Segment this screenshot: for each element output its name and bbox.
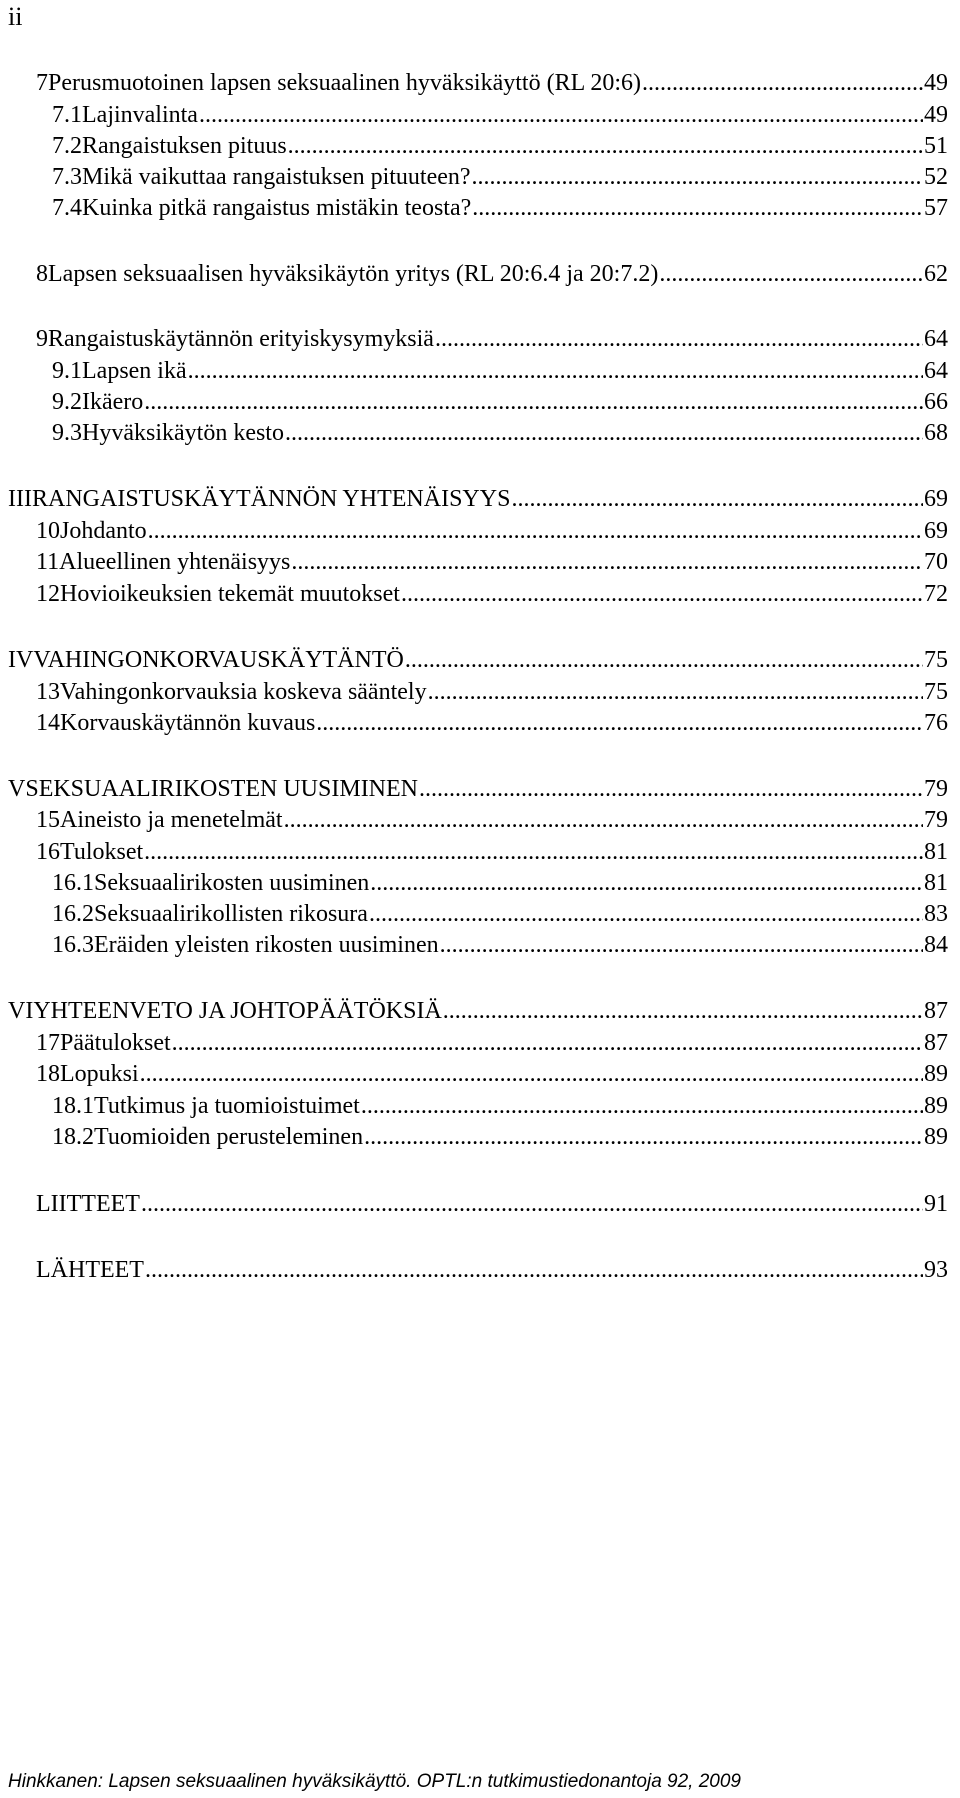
toc-entry-page: 89 (924, 1124, 948, 1150)
toc-entry-title: LIITTEET (36, 1191, 140, 1217)
toc-entry-number: 7 (36, 70, 48, 96)
toc-entry-number: 17 (36, 1030, 60, 1056)
toc-entry[interactable] (8, 484, 948, 514)
toc-entry-page: 72 (924, 581, 948, 607)
toc-entry-title: Lapsen seksuaalisen hyväksikäytön yritys (RL 20:6.4 ja 20:7.2) (48, 261, 659, 287)
toc-entry-title: Aineisto ja menetelmät (60, 807, 283, 833)
dot-leader (401, 579, 923, 609)
toc-entry-page: 66 (924, 389, 948, 415)
toc-entry[interactable] (52, 387, 948, 417)
toc-entry[interactable] (8, 645, 948, 675)
toc-entry[interactable] (36, 837, 948, 867)
toc-entry-page: 84 (924, 932, 948, 958)
toc-entry-page: 79 (924, 807, 948, 833)
toc-entry-title: Tulokset (60, 839, 144, 865)
toc-entry-page: 70 (924, 549, 948, 575)
toc-entry-page: 93 (924, 1257, 948, 1283)
toc-entry[interactable] (52, 899, 948, 929)
toc-entry[interactable] (36, 677, 948, 707)
toc-entry-page: 51 (924, 133, 948, 159)
dot-leader (443, 996, 923, 1026)
toc-entry-number: 16 (36, 839, 60, 865)
toc-entry-page: 68 (924, 420, 948, 446)
toc-entry-page: 69 (924, 486, 948, 512)
dot-leader (428, 677, 923, 707)
toc-entry-title: VAHINGONKORVAUSKÄYTÄNTÖ (33, 647, 404, 673)
dot-leader (642, 68, 923, 98)
toc-entry-number: III (8, 486, 32, 512)
toc-entry[interactable] (52, 162, 948, 192)
dot-leader (148, 516, 923, 546)
toc-entry-number: 7.3 (52, 164, 82, 190)
toc-entry-title: RANGAISTUSKÄYTÄNNÖN YHTENÄISYYS (31, 486, 511, 512)
toc-entry-number: 9.3 (52, 420, 82, 446)
toc-entry[interactable] (36, 1059, 948, 1089)
toc-entry[interactable] (52, 131, 948, 161)
toc-entry-number: 13 (36, 679, 60, 705)
dot-leader (145, 1255, 923, 1285)
toc-entry-number: 7.2 (52, 133, 82, 159)
toc-entry-title: Eräiden yleisten rikosten uusiminen (94, 932, 439, 958)
toc-entry-number: 18.2 (52, 1124, 94, 1150)
toc-entry[interactable] (52, 418, 948, 448)
dot-leader (405, 645, 923, 675)
dot-leader (285, 418, 923, 448)
toc-entry-page: 91 (924, 1191, 948, 1217)
toc-entry-page: 75 (924, 647, 948, 673)
dot-leader (370, 868, 923, 898)
toc-entry-number: 7.4 (52, 195, 82, 221)
toc-entry[interactable] (36, 516, 948, 546)
footer-citation: Hinkkanen: Lapsen seksuaalinen hyväksikäyttö. OPTL:n tutkimustiedonantoja 92, 2009 (8, 1771, 742, 1792)
toc-entry-page: 79 (924, 776, 948, 802)
toc-entry-title: Vahingonkorvauksia koskeva sääntely (60, 679, 427, 705)
toc-entry-number: 14 (36, 710, 60, 736)
toc-entry[interactable] (36, 708, 948, 738)
page-number: ii (8, 2, 23, 31)
dot-leader (440, 930, 923, 960)
toc-entry-page: 81 (924, 839, 948, 865)
toc-entry-page: 49 (924, 70, 948, 96)
toc-entry-title: Korvauskäytännön kuvaus (60, 710, 316, 736)
toc-entry[interactable] (36, 1189, 948, 1219)
toc-entry-page: 57 (924, 195, 948, 221)
toc-entry-number: 9 (36, 326, 48, 352)
toc-entry[interactable] (8, 774, 948, 804)
toc-entry-page: 64 (924, 358, 948, 384)
toc-entry-page: 83 (924, 901, 948, 927)
toc-entry[interactable] (36, 68, 948, 98)
dot-leader (144, 837, 923, 867)
toc-entry-number: 9.2 (52, 389, 82, 415)
toc-entry-number: 8 (36, 261, 48, 287)
dot-leader (511, 484, 923, 514)
toc-entry[interactable] (36, 547, 948, 577)
dot-leader (140, 1059, 923, 1089)
toc-entry-number: 9.1 (52, 358, 82, 384)
dot-leader (288, 131, 923, 161)
toc-entry-title: Lapsen ikä (82, 358, 187, 384)
toc-entry-number: 7.1 (52, 102, 82, 128)
toc-entry-page: 62 (924, 261, 948, 287)
toc-entry-page: 89 (924, 1093, 948, 1119)
toc-entry-number: IV (8, 647, 34, 673)
toc-entry[interactable] (36, 805, 948, 835)
toc-entry-title: Tutkimus ja tuomioistuimet (94, 1093, 360, 1119)
toc-entry-title: Johdanto (60, 518, 147, 544)
toc-entry-title: Alueellinen yhtenäisyys (59, 549, 291, 575)
toc-entry-number: 18.1 (52, 1093, 94, 1119)
toc-entry-title: Lajinvalinta (82, 102, 198, 128)
toc-entry-title: Ikäero (82, 389, 144, 415)
toc-entry-page: 81 (924, 870, 948, 896)
toc-entry-number: 11 (36, 549, 60, 575)
dot-leader (472, 162, 923, 192)
toc-entry[interactable] (52, 1091, 948, 1121)
dot-leader (291, 547, 923, 577)
toc-entry-page: 76 (924, 710, 948, 736)
dot-leader (141, 1189, 923, 1219)
toc-entry-title: Mikä vaikuttaa rangaistuksen pituuteen? (82, 164, 471, 190)
toc-entry-title: Seksuaalirikollisten rikosura (94, 901, 368, 927)
toc-entry-page: 49 (924, 102, 948, 128)
toc-entry-title: Perusmuotoinen lapsen seksuaalinen hyväksikäyttö (RL 20:6) (48, 70, 642, 96)
dot-leader (419, 774, 923, 804)
toc-entry-page: 87 (924, 1030, 948, 1056)
toc-entry-title: Rangaistuksen pituus (82, 133, 287, 159)
dot-leader (472, 193, 923, 223)
toc-entry[interactable] (8, 996, 948, 1026)
toc-entry-page: 75 (924, 679, 948, 705)
dot-leader (316, 708, 923, 738)
toc-entry-number: 15 (36, 807, 60, 833)
toc-entry-title: Tuomioiden perusteleminen (94, 1124, 364, 1150)
toc-entry-title: YHTEENVETO JA JOHTOPÄÄTÖKSIÄ (33, 998, 442, 1024)
toc-entry[interactable] (36, 579, 948, 609)
toc-entry-title: Hovioikeuksien tekemät muutokset (60, 581, 400, 607)
dot-leader (364, 1122, 923, 1152)
dot-leader (144, 387, 923, 417)
toc-entry-page: 52 (924, 164, 948, 190)
dot-leader (369, 899, 923, 929)
toc-entry[interactable] (52, 193, 948, 223)
toc-entry-number: V (8, 776, 26, 802)
toc-entry[interactable] (52, 930, 948, 960)
toc-entry-page: 89 (924, 1061, 948, 1087)
toc-entry-number: 18 (36, 1061, 60, 1087)
toc-entry-title: Hyväksikäytön kesto (82, 420, 284, 446)
dot-leader (435, 324, 923, 354)
toc-entry-title: Lopuksi (60, 1061, 139, 1087)
toc-entry-number: 10 (36, 518, 60, 544)
toc-entry-number: 16.2 (52, 901, 94, 927)
dot-leader (659, 259, 923, 289)
toc-entry[interactable] (36, 1028, 948, 1058)
toc-entry-title: LÄHTEET (36, 1257, 144, 1283)
toc-entry[interactable] (36, 1255, 948, 1285)
toc-entry-number: VI (8, 998, 34, 1024)
dot-leader (199, 100, 923, 130)
toc-entry-page: 69 (924, 518, 948, 544)
dot-leader (284, 805, 923, 835)
toc-entry[interactable] (52, 100, 948, 130)
toc-entry-title: Rangaistuskäytännön erityiskysymyksiä (48, 326, 434, 352)
dot-leader (172, 1028, 923, 1058)
toc-entry-title: Seksuaalirikosten uusiminen (94, 870, 370, 896)
toc-entry-title: SEKSUAALIRIKOSTEN UUSIMINEN (25, 776, 419, 802)
toc-entry[interactable] (52, 1122, 948, 1152)
toc-entry[interactable] (36, 259, 948, 289)
toc-entry-title: Kuinka pitkä rangaistus mistäkin teosta? (82, 195, 472, 221)
toc-entry-number: 16.1 (52, 870, 94, 896)
toc-entry-page: 64 (924, 326, 948, 352)
toc-entry-number: 16.3 (52, 932, 94, 958)
toc-entry[interactable] (36, 324, 948, 354)
toc-entry-page: 87 (924, 998, 948, 1024)
toc-entry[interactable] (52, 868, 948, 898)
toc-entry-title: Päätulokset (60, 1030, 171, 1056)
toc-entry[interactable] (52, 356, 948, 386)
dot-leader (361, 1091, 923, 1121)
dot-leader (188, 356, 923, 386)
toc-entry-number: 12 (36, 581, 60, 607)
